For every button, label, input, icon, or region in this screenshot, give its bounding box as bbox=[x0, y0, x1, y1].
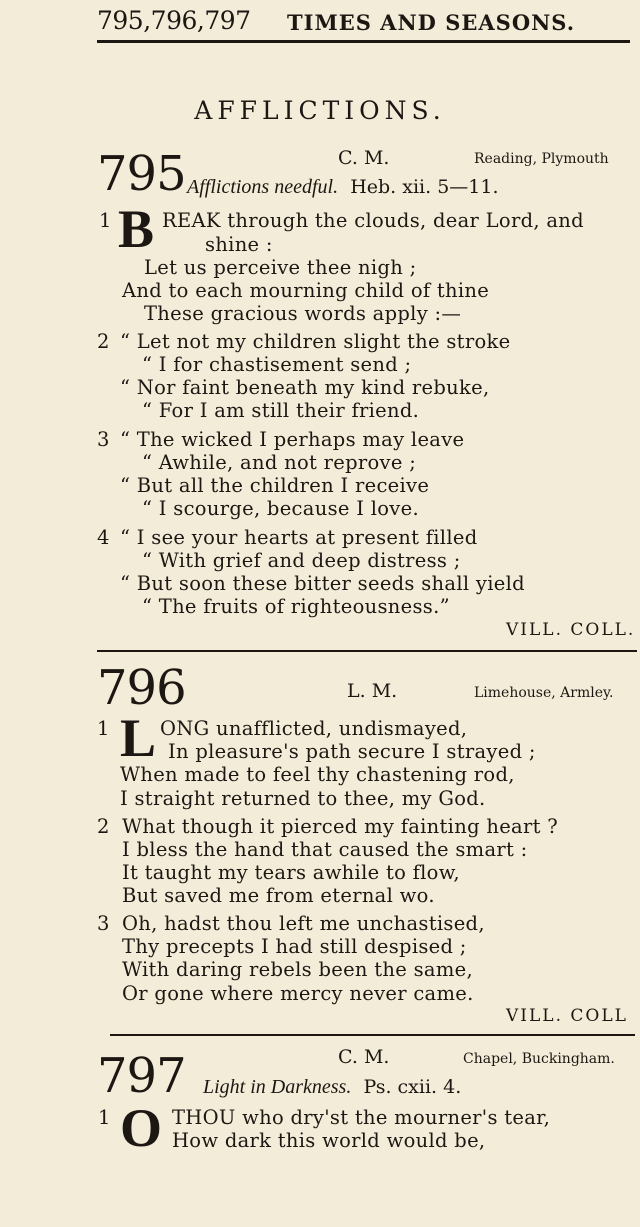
hymn-tunes: Chapel, Buckingham. bbox=[463, 1051, 615, 1067]
verse-line: I straight returned to thee, my God. bbox=[120, 787, 486, 810]
running-head-title: TIMES AND SEASONS. bbox=[287, 10, 576, 35]
verse-line: It taught my tears awhile to flow, bbox=[122, 861, 460, 884]
hymn-number: 797 bbox=[97, 1048, 186, 1104]
hymn-meter: C. M. bbox=[338, 1046, 390, 1068]
hymn-subtitle bbox=[187, 176, 499, 199]
hymn-tunes: Reading, Plymouth bbox=[474, 151, 609, 167]
verse-line: How dark this world would be, bbox=[172, 1129, 486, 1152]
head-rule bbox=[97, 40, 630, 43]
verse-line: “ I scourge, because I love. bbox=[142, 497, 419, 520]
verse-number: 2 bbox=[97, 330, 110, 353]
verse-line: “ I for chastisement send ; bbox=[142, 353, 412, 376]
hymn-subtitle-italic: Light in Darkness. bbox=[203, 1076, 352, 1098]
verse-line: “ The wicked I perhaps may leave bbox=[120, 428, 465, 451]
verse-line: “ But soon these bitter seeds shall yield bbox=[120, 572, 525, 595]
verse-number: 1 bbox=[99, 209, 112, 232]
hymn-number: 795 bbox=[97, 146, 186, 202]
verse-line: When made to feel thy chastening rod, bbox=[120, 763, 515, 786]
hymn-tunes: Limehouse, Armley. bbox=[474, 685, 614, 701]
verse-line: ONG unafflicted, undismayed, bbox=[160, 717, 468, 740]
hymn-credit: VILL. COLL. bbox=[506, 620, 636, 640]
verse-number: 4 bbox=[97, 526, 110, 549]
hymn-number: 796 bbox=[97, 660, 186, 716]
verse-line: Let us perceive thee nigh ; bbox=[144, 256, 417, 279]
running-head-numbers: 795,796,797 bbox=[97, 6, 251, 35]
verse-line: “ But all the children I receive bbox=[120, 474, 430, 497]
hymn-divider bbox=[97, 650, 637, 652]
verse-line: “ The fruits of righteousness.” bbox=[142, 595, 450, 618]
verse-number: 2 bbox=[97, 815, 110, 838]
verse-line: “ Nor faint beneath my kind rebuke, bbox=[120, 376, 490, 399]
verse-line: REAK through the clouds, dear Lord, and bbox=[162, 209, 584, 232]
verse-line: “ Awhile, and not reprove ; bbox=[142, 451, 417, 474]
section-title: AFFLICTIONS. bbox=[194, 96, 446, 125]
hymn-credit: VILL. COLL bbox=[506, 1006, 628, 1026]
drop-cap: O bbox=[120, 1098, 163, 1158]
verse-line: “ For I am still their friend. bbox=[142, 399, 420, 422]
hymn-subtitle bbox=[203, 1076, 461, 1099]
hymn-meter: C. M. bbox=[338, 147, 390, 169]
verse-line: These gracious words apply :— bbox=[144, 302, 462, 325]
verse-number: 1 bbox=[97, 717, 110, 740]
verse-line: What though it pierced my fainting heart ? bbox=[122, 815, 558, 838]
hymn-divider bbox=[110, 1034, 635, 1036]
verse-line: “ With grief and deep distress ; bbox=[142, 549, 461, 572]
hymn-subtitle-italic: Afflictions needful. bbox=[187, 176, 339, 198]
verse-line: “ Let not my children slight the stroke bbox=[120, 330, 511, 353]
verse-number: 3 bbox=[97, 912, 110, 935]
verse-line: And to each mourning child of thine bbox=[122, 279, 490, 302]
drop-cap: B bbox=[118, 199, 155, 259]
hymn-reference: Heb. xii. 5—11. bbox=[350, 176, 499, 198]
verse-line: But saved me from eternal wo. bbox=[122, 884, 435, 907]
verse-line: With daring rebels been the same, bbox=[122, 958, 473, 981]
verse-line: Or gone where mercy never came. bbox=[122, 982, 474, 1005]
verse-line: I bless the hand that caused the smart : bbox=[122, 838, 528, 861]
verse-number: 3 bbox=[97, 428, 110, 451]
verse-line: Thy precepts I had still despised ; bbox=[122, 935, 467, 958]
verse-line: THOU who dry'st the mourner's tear, bbox=[172, 1106, 551, 1129]
drop-cap: L bbox=[120, 708, 157, 768]
verse-number: 1 bbox=[98, 1106, 111, 1129]
verse-line: Oh, hadst thou left me unchastised, bbox=[122, 912, 485, 935]
hymn-reference: Ps. cxii. 4. bbox=[363, 1076, 462, 1098]
verse-line: shine : bbox=[205, 233, 273, 256]
hymn-meter: L. M. bbox=[347, 680, 398, 702]
verse-line: “ I see your hearts at present filled bbox=[120, 526, 478, 549]
verse-line: In pleasure's path secure I strayed ; bbox=[168, 740, 536, 763]
